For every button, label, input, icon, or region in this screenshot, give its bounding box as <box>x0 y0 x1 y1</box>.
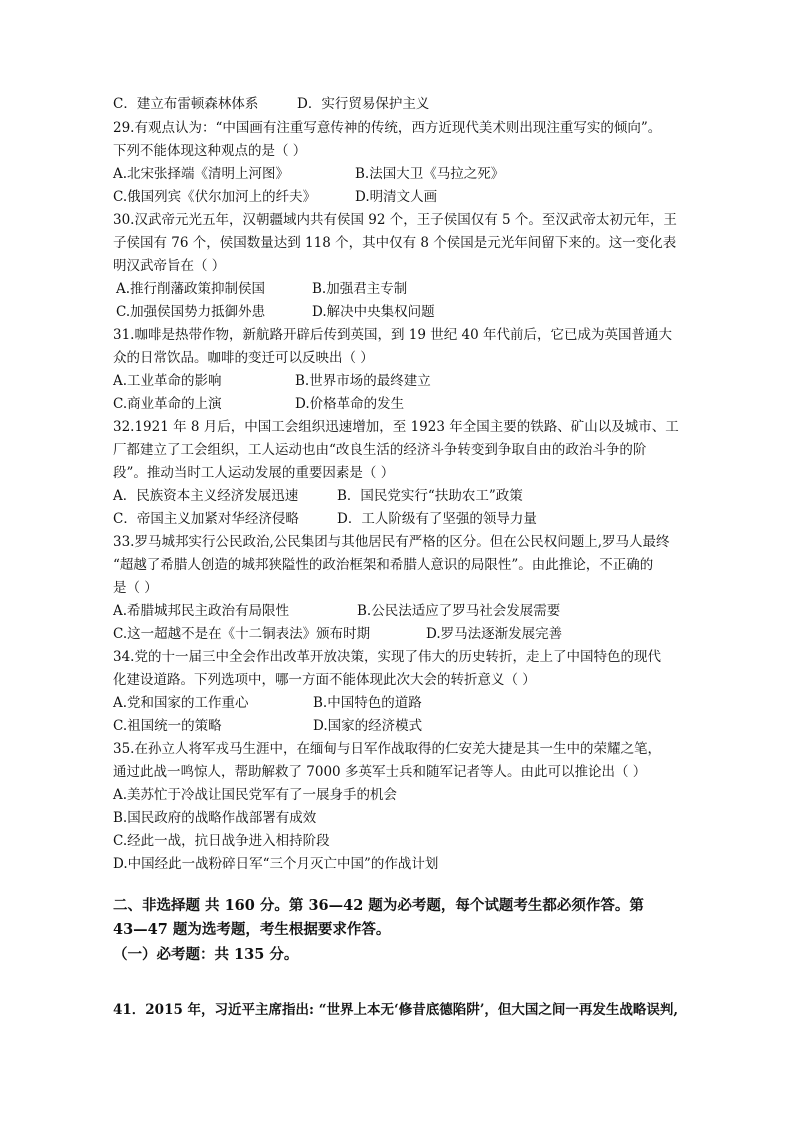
q34-stem-line2: 化建设道路。下列选项中，哪一方面不能体现此次大会的转折意义（ ） <box>113 672 536 688</box>
q34-option-c: C.祖国统一的策略 <box>113 718 222 734</box>
q31-option-b: B.世界市场的最终建立 <box>295 373 431 389</box>
q33-stem-line2: “超越了希腊人创造的城邦狭隘性的政治框架和希腊人意识的局限性”。由此推论，不正确的 <box>113 557 654 573</box>
q30-option-c: C.加强侯国势力抵御外患 <box>116 304 266 320</box>
q30-stem-line2: 子侯国有 76 个，侯国数量达到 118 个，其中仅有 8 个侯国是元光年间留下来的。这一变化表 <box>113 235 677 251</box>
q29-stem-line2: 下列不能体现这种观点的是（ ） <box>113 143 307 159</box>
q32-option-d: D．工人阶级有了坚强的领导力量 <box>337 511 537 527</box>
q33-stem-line1: 33.罗马城邦实行公民政治,公民集团与其他居民有严格的区分。但在公民权问题上,罗马人最终 <box>113 534 670 550</box>
q29-option-d: D.明清文人画 <box>355 189 438 205</box>
q30-option-a: A.推行削藩政策抑制侯国 <box>116 281 266 297</box>
q31-stem-line1: 31.咖啡是热带作物，新航路开辟后传到英国，到 19 世纪 40 年代前后，它已成为英国普通大 <box>113 327 672 343</box>
q31-stem-line2: 众的日常饮品。咖啡的变迁可以反映出（ ） <box>113 350 374 366</box>
q31-option-d: D.价格革命的发生 <box>295 396 405 412</box>
q32-option-b: B．国民党实行“扶助农工”政策 <box>337 488 523 504</box>
section2-heading-line1: 二、非选择题 共 160 分。第 36—42 题为必考题，每个试题考生都必须作答。第 <box>113 897 644 914</box>
q35-option-b: B.国民政府的战略作战部署有成效 <box>113 810 317 826</box>
q30-stem-line1: 30.汉武帝元光五年，汉朝疆域内共有侯国 92 个，王子侯国仅有 5 个。至汉武帝太初元年，王 <box>113 212 677 228</box>
q33-option-c: C.这一超越不是在《十二铜表法》颁布时期 <box>113 626 371 642</box>
q34-option-a: A.党和国家的工作重心 <box>113 695 249 711</box>
q34-stem-line1: 34.党的十一届三中全会作出改革开放决策，实现了伟大的历史转折，走上了中国特色的现代 <box>113 649 661 665</box>
q30-option-d: D.解决中央集权问题 <box>312 304 435 320</box>
q30-option-b: B.加强君主专制 <box>312 281 408 297</box>
q34-option-b: B.中国特色的道路 <box>313 695 422 711</box>
q33-option-b: B.公民法适应了罗马社会发展需要 <box>357 603 561 619</box>
q28-option-c: C．建立布雷顿森林体系 <box>113 96 259 112</box>
q32-option-a: A．民族资本主义经济发展迅速 <box>113 488 299 504</box>
section2-heading-line2: 43—47 题为选考题，考生根据要求作答。 <box>113 921 391 938</box>
q31-option-c: C.商业革命的上演 <box>113 396 222 412</box>
q35-option-c: C.经此一战，抗日战争进入相持阶段 <box>113 833 330 849</box>
q35-option-d: D.中国经此一战粉碎日军“三个月灭亡中国”的作战计划 <box>113 856 439 872</box>
q33-stem-line3: 是（ ） <box>113 580 158 596</box>
q32-stem-line1: 32.1921 年 8 月后，中国工会组织迅速增加，至 1923 年全国主要的铁路、矿山以及城市、工 <box>113 419 679 435</box>
q29-option-c: C.俄国列宾《伏尔加河上的纤夫》 <box>113 189 317 205</box>
q29-option-b: B.法国大卫《马拉之死》 <box>355 166 505 182</box>
q35-option-a: A.美苏忙于冷战让国民党军有了一展身手的机会 <box>113 787 398 803</box>
q28-option-d: D．实行贸易保护主义 <box>297 96 430 112</box>
q29-stem-line1: 29.有观点认为：“中国画有注重写意传神的传统，西方近现代美术则出现注重写实的倾向”。 <box>113 120 662 136</box>
q33-option-d: D.罗马法逐渐发展完善 <box>426 626 563 642</box>
q32-stem-line2: 厂都建立了工会组织，工人运动也由“改良生活的经济斗争转变到争取自由的政治斗争的阶 <box>113 442 647 458</box>
q35-stem-line1: 35.在孙立人将军戎马生涯中，在缅甸与日军作战取得的仁安羌大捷是其一生中的荣耀之笔， <box>113 741 661 757</box>
q30-stem-line3: 明汉武帝旨在（ ） <box>113 258 226 274</box>
q33-option-a: A.希腊城邦民主政治有局限性 <box>113 603 290 619</box>
q41-stem-line1: 41．2015 年，习近平主席指出: “世界上本无‘修昔底德陷阱’，但大国之间一再发生战略误判, <box>113 1002 679 1018</box>
section2-subheading: （一）必考题：共 135 分。 <box>113 946 299 963</box>
q32-stem-line3: 段”。推动当时工人运动发展的重要因素是（ ） <box>113 465 395 481</box>
q31-option-a: A.工业革命的影响 <box>113 373 222 389</box>
q34-option-d: D.国家的经济模式 <box>313 718 423 734</box>
q29-option-a: A.北宋张择端《清明上河图》 <box>113 166 290 182</box>
q35-stem-line2: 通过此战一鸣惊人，帮助解救了 7000 多英军士兵和随军记者等人。由此可以推论出（ ） <box>113 764 647 780</box>
q32-option-c: C．帝国主义加紧对华经济侵略 <box>113 511 299 527</box>
